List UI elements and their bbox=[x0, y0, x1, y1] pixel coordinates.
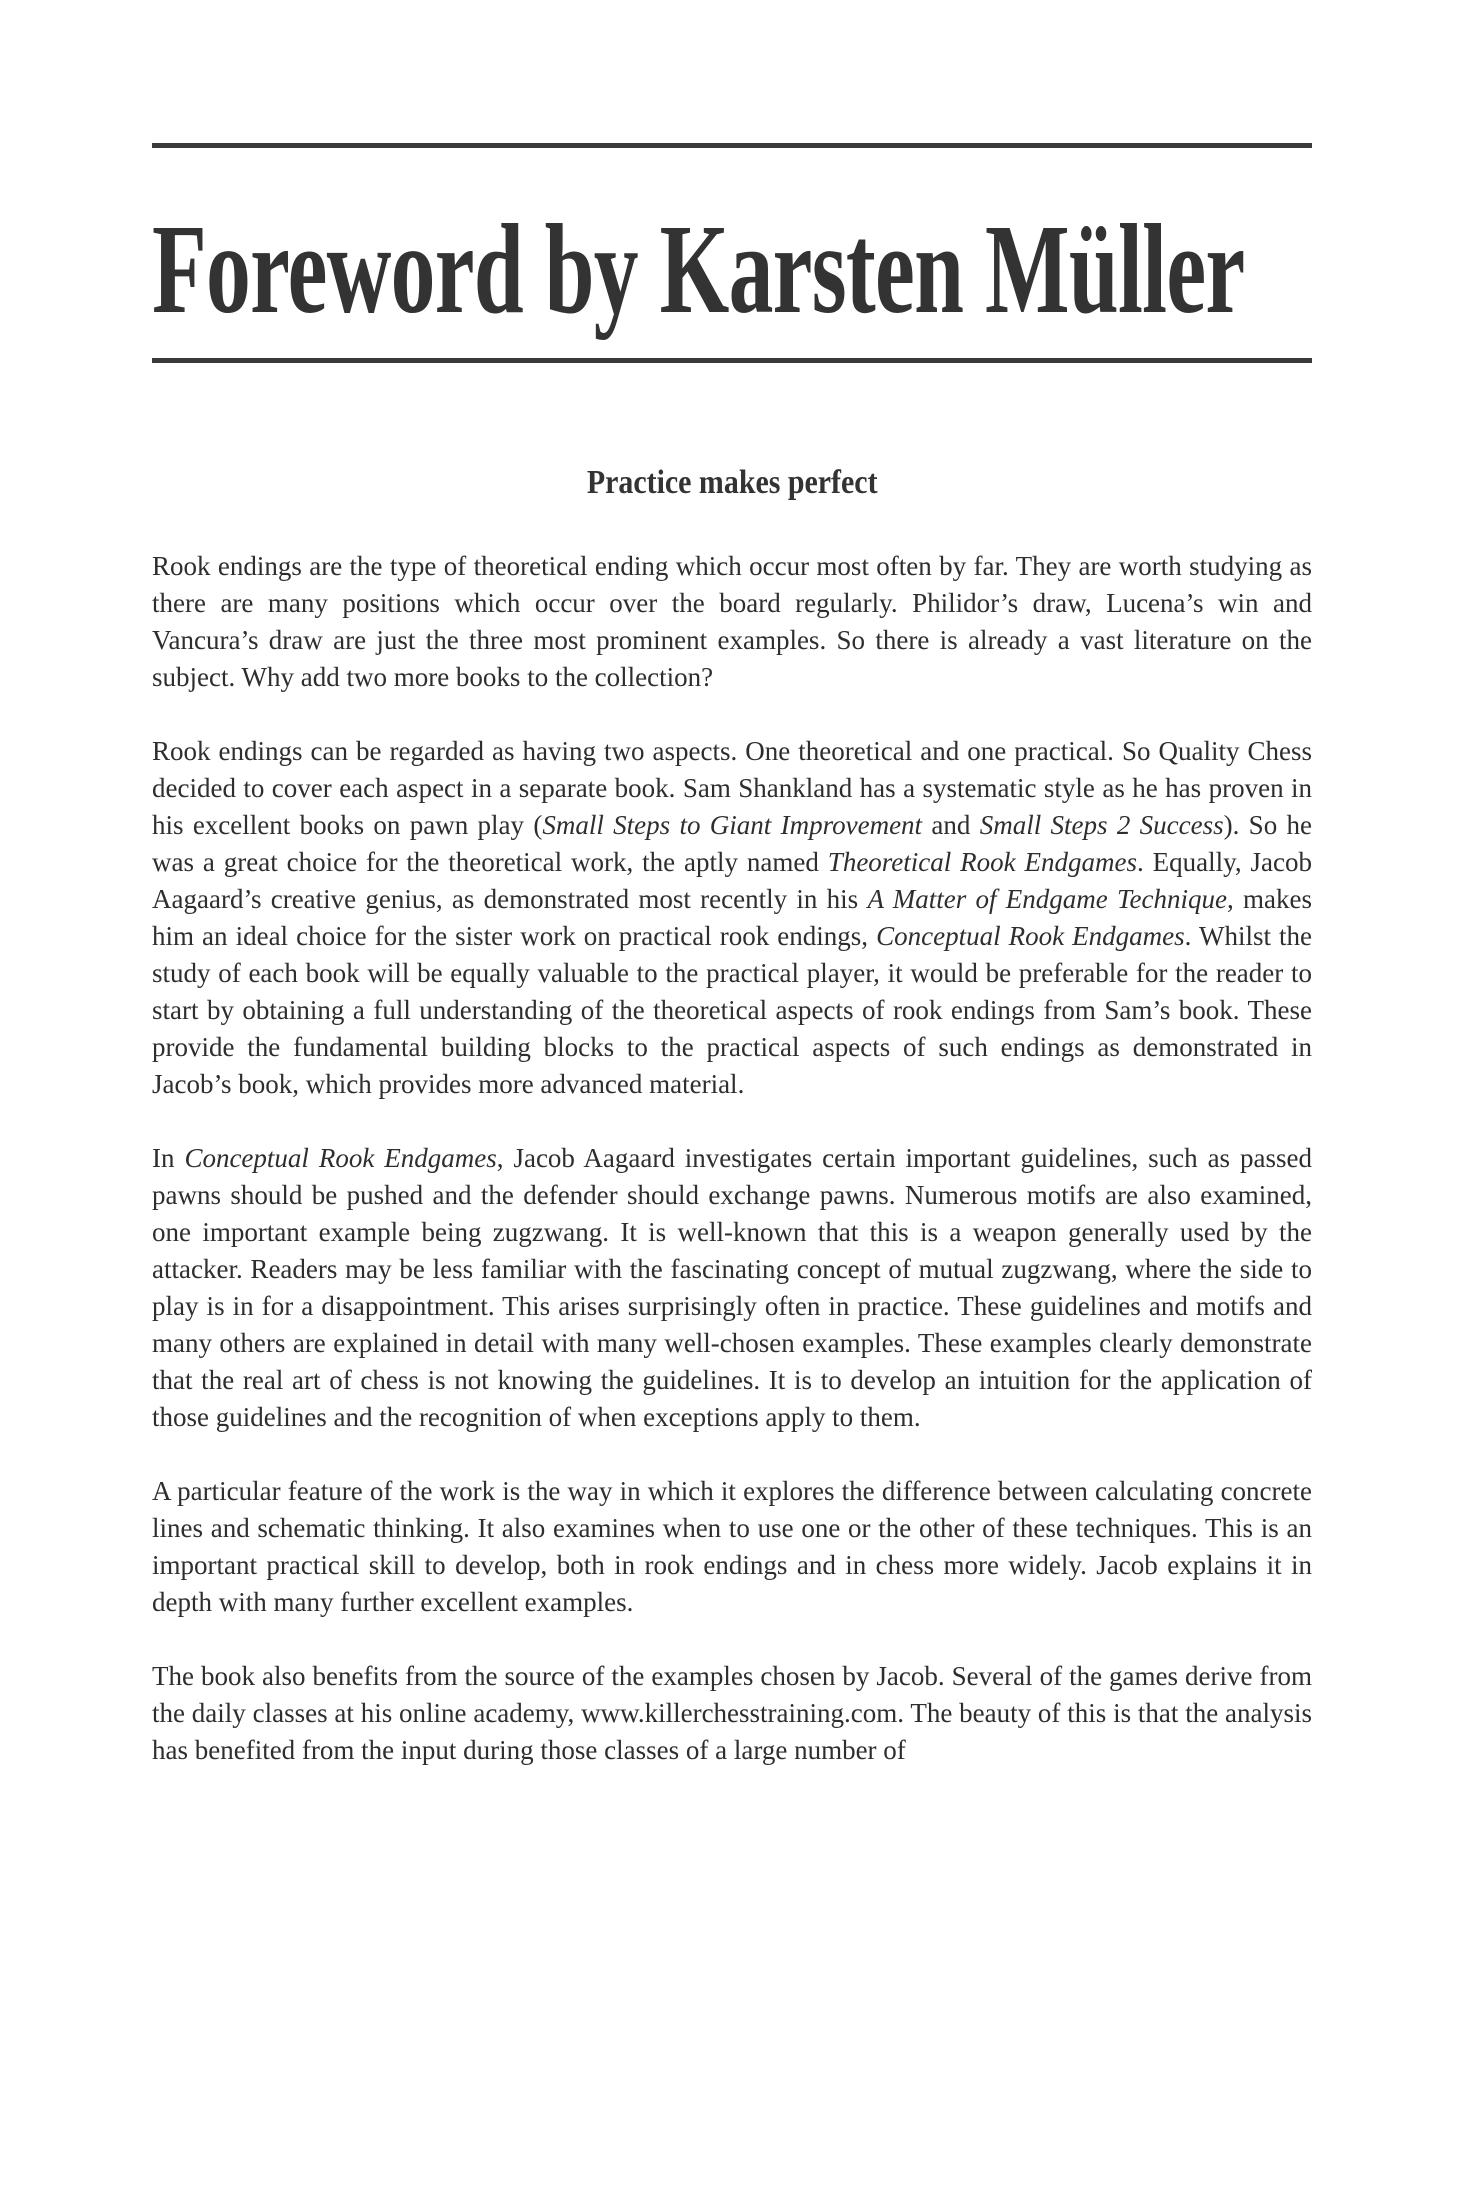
title-rule-bottom bbox=[152, 358, 1312, 363]
section-subtitle-text: Practice makes perfect bbox=[586, 464, 878, 501]
paragraph: A particular feature of the work is the way in which it explores the difference between calculating concrete lines and schematic thinking. It also examines when to use one or the other of these techniques. This is an important practical skill to develop, both in rook endings and in chess more widely. Jacob explains it in depth with many further excellent examples. bbox=[152, 1476, 1312, 1617]
paragraph: Rook endings are the type of theoretical ending which occur most often by far. They are worth studying as there are many positions which occur over the board regularly. Philidor’s draw, Lucena’s win and Vancura’s draw are just the three most prominent examples. So there is already a vast literature on the subject. Why add two more books to the collection? bbox=[152, 551, 1312, 692]
paragraph: The book also benefits from the source of the examples chosen by Jacob. Several of the games derive from the daily classes at his online academy, www.killerchesstraining.com. The beauty of this is that the analysis has benefited from the input during those classes of a large number of bbox=[152, 1661, 1312, 1765]
section-subtitle bbox=[152, 463, 1312, 503]
book-page bbox=[0, 143, 1465, 2191]
page-title-text: Foreword by Karsten Müller bbox=[152, 198, 1245, 340]
paragraph: Rook endings can be regarded as having two aspects. One theoretical and one practical. So Quality Chess decided to cover each aspect in a separate book. Sam Shankland has a systematic style as he has proven in his excellent books on pawn play (Small Steps to Giant Improvement and Small Steps 2 Success). So he was a great choice for the theoretical work, the aptly named Theoretical Rook Endgames. Equally, Jacob Aagaard’s creative genius, as demonstrated most recently in his A Matter of Endgame Technique, makes him an ideal choice for the sister work on practical rook endings, Conceptual Rook Endgames. Whilst the study of each book will be equally valuable to the practical player, it would be preferable for the reader to start by obtaining a full understanding of the theoretical aspects of rook endings from Sam’s book. These provide the fundamental building blocks to the practical aspects of such endings as demonstrated in Jacob’s book, which provides more advanced material. bbox=[152, 736, 1313, 1099]
paragraph: In Conceptual Rook Endgames, Jacob Aagaard investigates certain important guidelines, such as passed pawns should be pushed and the defender should exchange pawns. Numerous motifs are also examined, one important example being zugzwang. It is well-known that this is a weapon generally used by the attacker. Readers may be less familiar with the fascinating concept of mutual zugzwang, where the side to play is in for a disappointment. This arises surprisingly often in practice. These guidelines and motifs and many others are explained in detail with many well-chosen examples. These examples clearly demonstrate that the real art of chess is not knowing the guidelines. It is to develop an intuition for the application of those guidelines and the recognition of when exceptions apply to them. bbox=[152, 1143, 1312, 1432]
page-title bbox=[152, 194, 1312, 344]
body-text bbox=[152, 548, 1312, 1769]
title-rule-top bbox=[152, 143, 1312, 148]
text-column bbox=[152, 143, 1312, 1769]
